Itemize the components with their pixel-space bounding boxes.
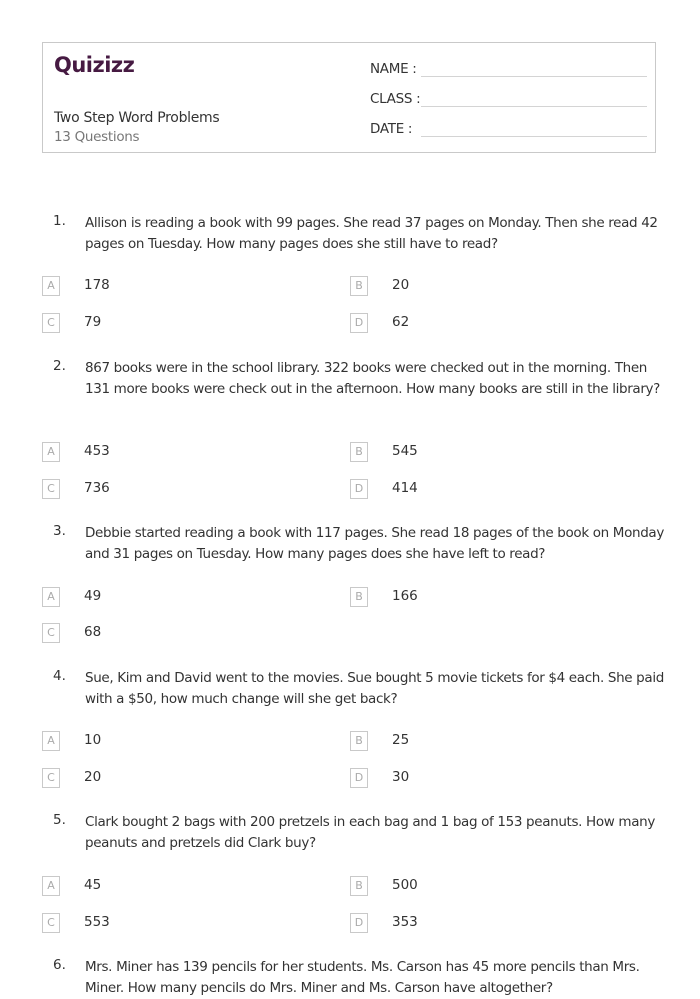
question-text: Debbie started reading a book with 117 pages. She read 18 pages of the book on Monday and 31 pages on Tuesday. How many pages does she have left to read? <box>85 525 664 562</box>
option-value: 453 <box>84 443 110 459</box>
class-field[interactable] <box>370 91 420 107</box>
option-letter-box: A <box>42 731 60 751</box>
option-letter-box: D <box>350 768 368 788</box>
option-letter-box: C <box>42 913 60 933</box>
name-label: NAME : <box>370 61 417 77</box>
option-value: 45 <box>84 877 102 893</box>
option-letter-box: C <box>42 479 60 499</box>
option-value: 62 <box>392 314 410 330</box>
option-letter-box: A <box>42 276 60 296</box>
option-letter-box: A <box>42 587 60 607</box>
option-letter-box: D <box>350 913 368 933</box>
class-label: CLASS : <box>370 91 421 107</box>
question-number: 6. <box>53 957 66 973</box>
quizizz-logo: Quizizz <box>54 53 135 77</box>
option-letter-box: D <box>350 313 368 333</box>
option-letter-box: C <box>42 623 60 643</box>
name-field[interactable] <box>370 61 417 77</box>
question-number: 5. <box>53 812 66 828</box>
option-value: 414 <box>392 480 418 496</box>
option-value: 79 <box>84 314 102 330</box>
question-number: 2. <box>53 358 66 374</box>
option-value: 553 <box>84 914 110 930</box>
option-value: 500 <box>392 877 418 893</box>
worksheet-header <box>42 42 656 153</box>
option-value: 736 <box>84 480 110 496</box>
option-value: 25 <box>392 732 410 748</box>
question-text: Sue, Kim and David went to the movies. Sue bought 5 movie tickets for $4 each. She paid with a $50, how much change will she get back? <box>85 670 664 707</box>
question-text: 867 books were in the school library. 322 books were checked out in the morning. Then 131 more books were check out in the afternoon. How many books are still in the library? <box>85 360 660 397</box>
option-value: 20 <box>84 769 102 785</box>
option-letter-box: B <box>350 876 368 896</box>
option-value: 68 <box>84 624 102 640</box>
option-value: 10 <box>84 732 102 748</box>
option-letter-box: A <box>42 876 60 896</box>
date-field[interactable] <box>370 121 412 137</box>
option-value: 178 <box>84 277 110 293</box>
option-letter-box: B <box>350 276 368 296</box>
option-value: 30 <box>392 769 410 785</box>
question-text: Clark bought 2 bags with 200 pretzels in each bag and 1 bag of 153 peanuts. How many peanuts and pretzels did Clark buy? <box>85 814 655 851</box>
class-line <box>421 106 647 107</box>
option-value: 545 <box>392 443 418 459</box>
name-line <box>421 76 647 77</box>
option-letter-box: C <box>42 313 60 333</box>
question-text: Allison is reading a book with 99 pages. She read 37 pages on Monday. Then she read 42 pages on Tuesday. How many pages does she still have to read? <box>85 215 658 252</box>
option-letter-box: B <box>350 587 368 607</box>
option-value: 20 <box>392 277 410 293</box>
question-count: 13 Questions <box>54 129 140 145</box>
option-letter-box: B <box>350 731 368 751</box>
option-value: 49 <box>84 588 102 604</box>
question-number: 4. <box>53 668 66 684</box>
question-number: 1. <box>53 213 66 229</box>
date-label: DATE : <box>370 121 413 137</box>
question-number: 3. <box>53 523 66 539</box>
date-line <box>421 136 647 137</box>
option-letter-box: A <box>42 442 60 462</box>
option-value: 353 <box>392 914 418 930</box>
worksheet-title: Two Step Word Problems <box>54 110 220 126</box>
option-letter-box: C <box>42 768 60 788</box>
option-letter-box: B <box>350 442 368 462</box>
option-value: 166 <box>392 588 418 604</box>
question-text: Mrs. Miner has 139 pencils for her students. Ms. Carson has 45 more pencils than Mrs. Miner. How many pencils do Mrs. Miner and Ms. Carson have altogether? <box>85 959 640 996</box>
option-letter-box: D <box>350 479 368 499</box>
